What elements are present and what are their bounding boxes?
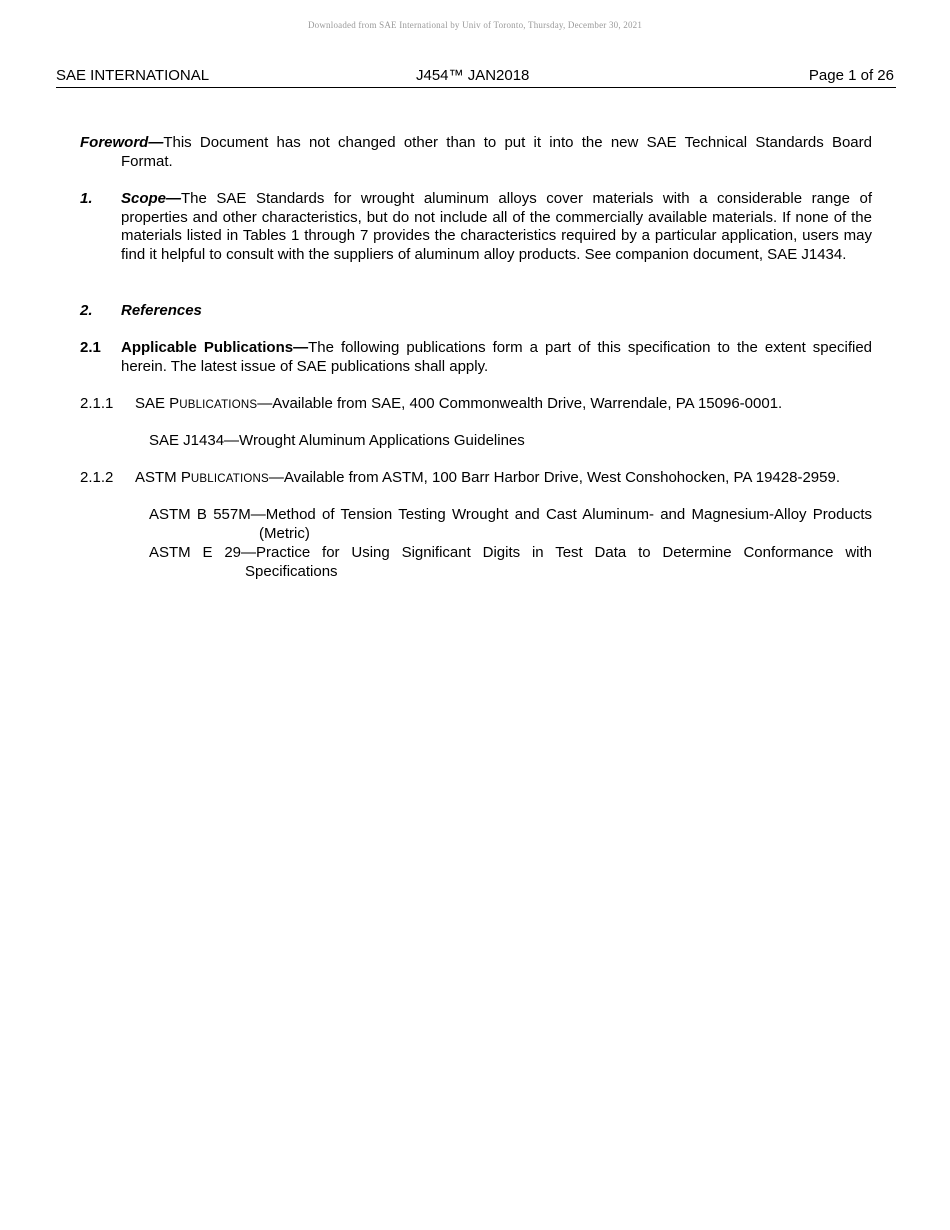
sae-pubs-number: 2.1.1 bbox=[80, 395, 114, 412]
foreword-paragraph bbox=[80, 134, 872, 171]
foreword-line-1 bbox=[80, 134, 872, 153]
references-number: 2. bbox=[80, 302, 93, 319]
astm-b557m-line-1: ASTM B 557M—Method of Tension Testing Wrought and Cast Aluminum- and Magnesium-Alloy Products bbox=[149, 506, 872, 523]
sae-pubs-heading bbox=[135, 395, 872, 415]
sae-pubs-smallcaps: UBLICATIONS bbox=[179, 399, 258, 411]
reference-item-astm-e29 bbox=[149, 544, 872, 581]
reference-item-astm-b557m bbox=[149, 506, 872, 543]
astm-e29-line-1: ASTM E 29—Practice for Using Significant Digits in Test Data to Determine Conformance with bbox=[149, 544, 872, 561]
applicable-number: 2.1 bbox=[80, 339, 101, 356]
references-title: References bbox=[121, 302, 202, 319]
foreword-text: This Document has not changed other than to put it into the new SAE Technical Standards Board bbox=[163, 134, 872, 151]
page-header bbox=[56, 67, 896, 88]
section-scope bbox=[80, 190, 872, 264]
section-sae-publications bbox=[80, 395, 872, 415]
sae-pubs-pre: SAE P bbox=[135, 395, 180, 412]
section-applicable-publications bbox=[80, 339, 872, 376]
scope-label: Scope— bbox=[121, 190, 182, 207]
section-astm-publications bbox=[80, 469, 872, 489]
scope-paragraph bbox=[121, 190, 872, 264]
download-watermark: Downloaded from SAE International by Univ of Toronto, Thursday, December 30, 2021 bbox=[307, 20, 643, 30]
reference-item: SAE J1434—Wrought Aluminum Applications Guidelines bbox=[149, 432, 525, 449]
scope-text: The SAE Standards for wrought aluminum alloys cover materials with a considerable range of properties and other characteristics, but do not include all of the commercially available materials. If none of the materials listed in Tables 1 through 7 provides the characteristics required by a particular application, users may find it helpful to consult with the suppliers of aluminum alloy products. See companion document, SAE J1434. bbox=[121, 190, 872, 263]
astm-e29-line-2: Specifications bbox=[245, 562, 338, 580]
applicable-label: Applicable Publications— bbox=[121, 339, 309, 356]
header-document-id: J454™ JAN2018 bbox=[416, 67, 530, 84]
astm-pubs-heading bbox=[135, 469, 872, 489]
astm-pubs-number: 2.1.2 bbox=[80, 469, 114, 486]
applicable-paragraph bbox=[121, 339, 872, 376]
astm-pubs-pre: ASTM P bbox=[135, 469, 191, 486]
header-organization: SAE INTERNATIONAL bbox=[56, 67, 210, 84]
foreword-label: Foreword— bbox=[80, 134, 164, 151]
foreword-line-2: Format. bbox=[121, 152, 173, 170]
astm-pubs-text: —Available from ASTM, 100 Barr Harbor Drive, West Conshohocken, PA 19428-2959. bbox=[268, 469, 840, 486]
astm-pubs-smallcaps: UBLICATIONS bbox=[190, 473, 269, 485]
astm-b557m-line-2: (Metric) bbox=[259, 524, 310, 542]
applicable-text: The following publications form a part of this specification to the extent specified herein. The latest issue of SAE publications shall apply. bbox=[121, 339, 873, 375]
scope-number: 1. bbox=[80, 190, 93, 207]
sae-pubs-text: —Available from SAE, 400 Commonwealth Drive, Warrendale, PA 15096-0001. bbox=[257, 395, 783, 412]
section-references bbox=[80, 302, 872, 321]
header-page-number: Page 1 of 26 bbox=[808, 67, 894, 84]
